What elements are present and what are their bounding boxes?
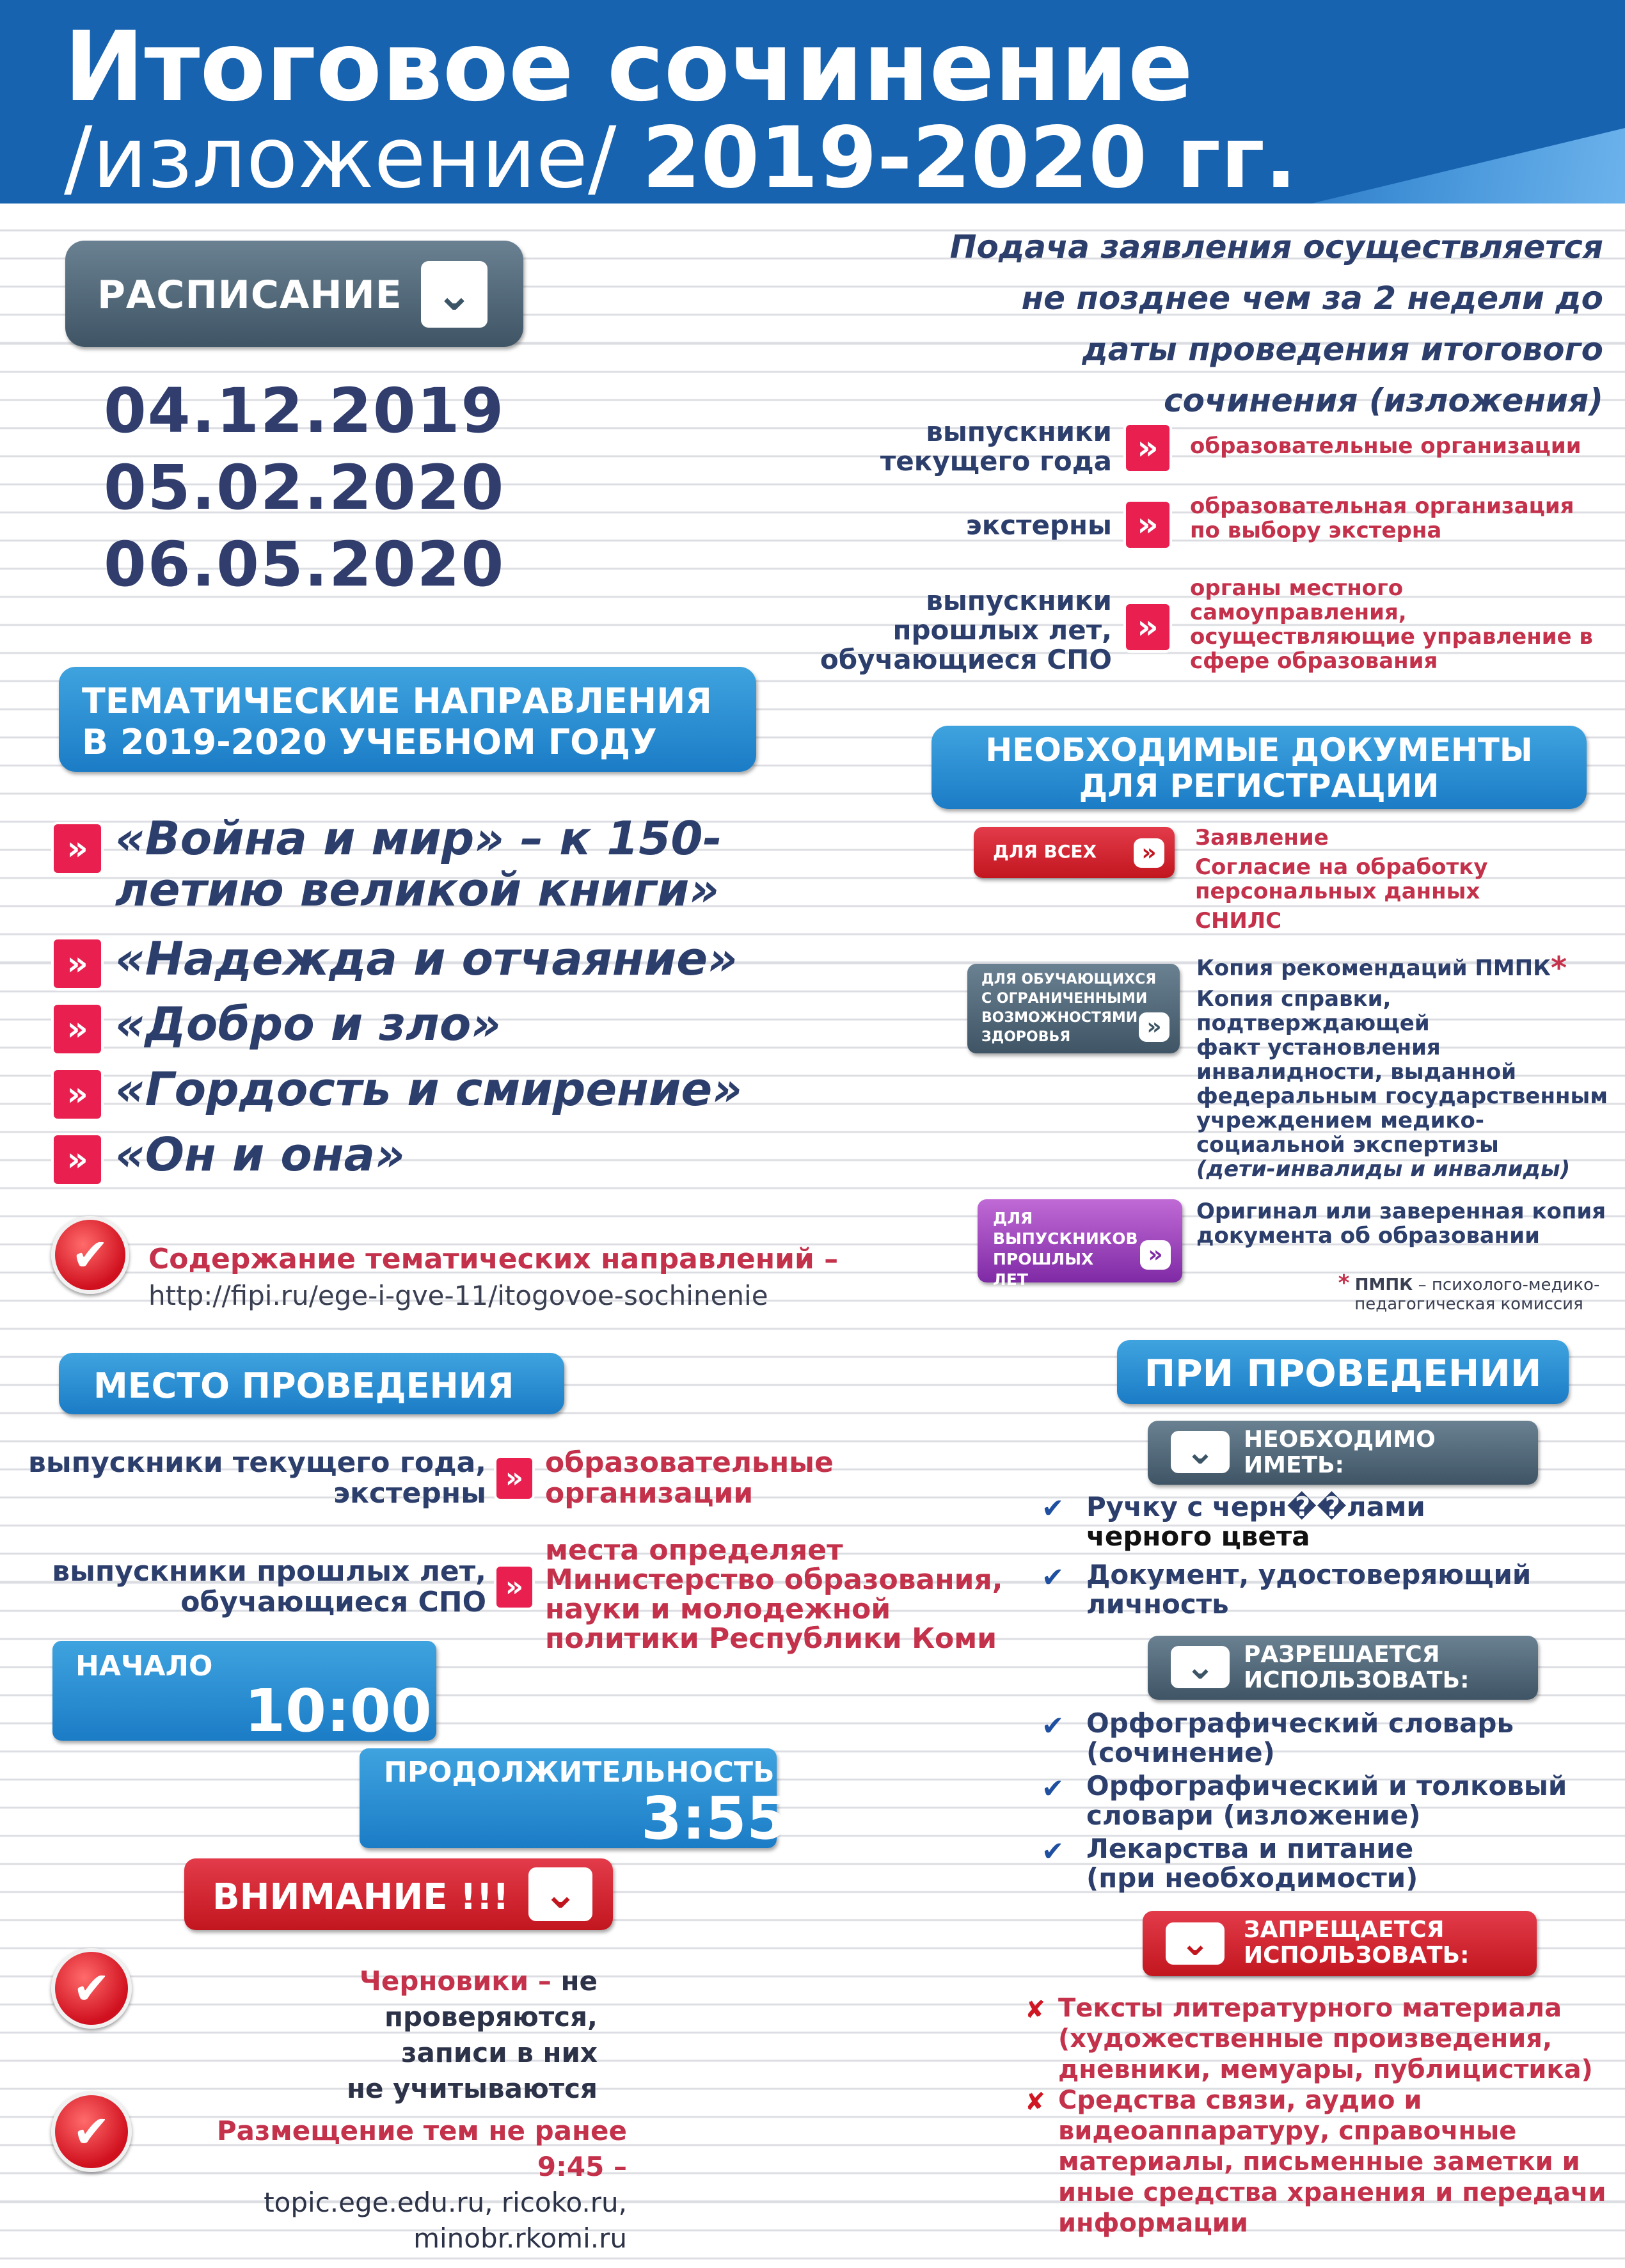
allowed-item-3	[1086, 1834, 1418, 1893]
attention-banner	[184, 1858, 613, 1930]
forbidden-item-1	[1058, 1993, 1593, 2085]
place-where-2	[545, 1536, 1003, 1654]
subtitle-years: 2019-2020 гг.	[642, 109, 1297, 204]
chevron-right-icon: »	[51, 1067, 104, 1121]
application-notice	[832, 221, 1603, 426]
chevron-right-icon: »	[1123, 422, 1172, 474]
notice-line: сочинения (изложения)	[1163, 382, 1603, 419]
banner-line: ИМЕТЬ:	[1244, 1452, 1344, 1478]
doc-line: учреждением медико-	[1196, 1108, 1484, 1133]
themes-content-label: Содержание тематических направлений –	[148, 1243, 839, 1275]
where-line: по выбору экстерна	[1190, 518, 1442, 543]
where-line: образовательная организация	[1190, 493, 1574, 519]
checkmark-icon: ✔	[51, 1948, 132, 2029]
doc-line: инвалидности, выданной	[1196, 1059, 1517, 1085]
themes-content-link[interactable]: http://fipi.ru/ege-i-gve-11/itogovoe-sochinenie	[148, 1280, 768, 1311]
check-small-icon: ✔	[1042, 1492, 1065, 1524]
footnote-line	[1335, 1270, 1603, 1296]
item-line: иные средства хранения и передачи	[1058, 2178, 1606, 2207]
where-line: Министерство образования,	[545, 1563, 1003, 1596]
who-line: прошлых лет,	[892, 614, 1112, 646]
badge-line: ЛЕТ	[993, 1270, 1028, 1289]
where-line: самоуправления,	[1190, 600, 1407, 625]
who-line: текущего года	[880, 445, 1112, 477]
need-item-1	[1086, 1492, 1425, 1551]
item-line-black: черного цвета	[1086, 1521, 1310, 1552]
chevron-right-icon: »	[1134, 838, 1164, 868]
note-line: minobr.rkomi.ru	[413, 2223, 627, 2254]
chevron-right-icon: »	[1139, 1012, 1169, 1042]
item-line: дневники, мемуары, публицистика)	[1058, 2055, 1593, 2084]
check-small-icon: ✔	[1042, 1561, 1065, 1593]
doc-line: Оригинал или заверенная копия	[1196, 1199, 1606, 1224]
checkmark-icon: ✔	[51, 1216, 129, 1294]
need-item-2	[1086, 1560, 1531, 1619]
themes-header-line: В 2019-2020 УЧЕБНОМ ГОДУ	[82, 722, 657, 762]
schedule-label: РАСПИСАНИЕ	[97, 273, 402, 317]
theme-item-2: «Надежда и отчаяние»	[115, 932, 738, 986]
banner-line: НЕОБХОДИМО	[1244, 1426, 1436, 1453]
docs-badge-disabled	[967, 964, 1180, 1053]
header-banner	[0, 0, 1625, 204]
themes-header-line: ТЕМАТИЧЕСКИЕ НАПРАВЛЕНИЯ	[82, 681, 712, 721]
notice-line: Подача заявления осуществляется	[949, 228, 1603, 266]
banner-line: ИСПОЛЬЗОВАТЬ:	[1244, 1667, 1470, 1693]
who-line: выпускники	[926, 416, 1112, 447]
docs-badge-past	[978, 1199, 1182, 1289]
forbidden-banner	[1143, 1911, 1537, 1976]
check-small-icon: ✔	[1042, 1773, 1065, 1804]
schedule-date-3: 06.05.2020	[104, 529, 505, 600]
item-line: Тексты литературного материала	[1058, 1993, 1562, 2023]
doc-line-italic: (дети-инвалиды и инвалиды)	[1196, 1156, 1571, 1182]
note-line: записи в них	[401, 2037, 598, 2068]
where-line: политики Республики Коми	[545, 1622, 997, 1655]
theme-item-3: «Добро и зло»	[115, 997, 502, 1051]
doc-text: Копия рекомендаций ПМПК	[1196, 955, 1551, 981]
chevron-right-icon: »	[51, 822, 104, 875]
conduct-header	[1117, 1340, 1569, 1404]
chevron-right-icon: »	[494, 1564, 535, 1610]
where-line: образовательные организации	[1190, 433, 1581, 459]
start-value: 10:00	[244, 1677, 432, 1745]
doc-line: Копия справки,	[1196, 986, 1391, 1012]
item-line: (сочинение)	[1086, 1737, 1275, 1768]
documents-footnote	[1335, 1270, 1603, 1314]
chevron-down-icon: ⌄	[528, 1867, 592, 1921]
doc-line: Согласие на обработку	[1195, 854, 1488, 880]
item-line: личность	[1086, 1588, 1229, 1620]
start-time-box	[52, 1641, 436, 1745]
chevron-right-icon: »	[51, 1133, 104, 1186]
note-text: не проверяются,	[384, 1965, 598, 2032]
note-line	[156, 1963, 598, 2035]
place-where-1	[545, 1448, 834, 1509]
where-line: места определяет	[545, 1534, 843, 1567]
where-line: сфере образования	[1190, 648, 1438, 674]
duration-value: 3:55	[641, 1784, 788, 1853]
need-label	[1244, 1427, 1436, 1478]
chevron-right-icon: »	[1123, 499, 1172, 550]
who-line: обучающиеся СПО	[820, 644, 1112, 675]
asterisk: *	[1338, 1270, 1350, 1296]
banner-line: РАЗРЕШАЕТСЯ	[1244, 1641, 1440, 1668]
place-header	[59, 1353, 564, 1414]
footnote-line: педагогическая комиссия	[1354, 1295, 1583, 1314]
item-line: (при необходимости)	[1086, 1862, 1418, 1894]
item-line: Лекарства и питание	[1086, 1833, 1414, 1864]
item-line: видеоаппаратуру, справочные	[1058, 2116, 1517, 2146]
themes-header	[59, 667, 756, 772]
item-line: материалы, письменные заметки и	[1058, 2147, 1580, 2176]
chevron-down-icon: ⌄	[421, 261, 488, 328]
badge-line: ДЛЯ ВЫПУСКНИКОВ	[993, 1209, 1138, 1248]
notice-line: даты проведения итогового	[1082, 331, 1603, 368]
theme-item-5: «Он и она»	[115, 1128, 405, 1181]
page-subtitle	[64, 109, 1297, 204]
docs-disabled-list	[1196, 950, 1612, 1182]
duration-label: ПРОДОЛЖИТЕЛЬНОСТЬ	[384, 1756, 775, 1789]
asterisk: *	[1550, 950, 1567, 986]
where-line: науки и молодежной	[545, 1593, 891, 1625]
theme-item-4: «Гордость и смирение»	[115, 1062, 742, 1116]
allowed-item-2	[1086, 1771, 1567, 1830]
badge-line: ЗДОРОВЬЯ	[981, 1029, 1071, 1045]
notice-line: не позднее чем за 2 недели до	[1021, 280, 1603, 317]
where-line: органы местного	[1190, 575, 1404, 601]
doc-line	[1196, 950, 1612, 986]
checkmark-icon: ✔	[51, 2091, 132, 2172]
badge-line: ПРОШЛЫХ	[993, 1250, 1094, 1268]
chevron-down-icon: ⌄	[1171, 1646, 1230, 1688]
application-where-1	[1190, 434, 1612, 458]
badge-line: ДЛЯ ОБУЧАЮЩИХСЯ	[981, 971, 1157, 987]
who-line: выпускники	[926, 585, 1112, 616]
check-small-icon: ✔	[1042, 1835, 1065, 1867]
docs-badge-disabled-label	[981, 970, 1156, 1047]
banner-line: ИСПОЛЬЗОВАТЬ:	[1244, 1942, 1470, 1969]
item-line: Орфографический словарь	[1086, 1707, 1514, 1739]
item-line: Средства связи, аудио и	[1058, 2086, 1422, 2115]
doc-line: федеральным государственным	[1196, 1083, 1608, 1109]
doc-line: Заявление	[1195, 825, 1329, 850]
who-line: выпускники текущего года,	[28, 1446, 486, 1479]
where-line: осуществляющие управление в	[1190, 624, 1593, 650]
badge-line: ВОЗМОЖНОСТЯМИ	[981, 1010, 1138, 1026]
chevron-right-icon: »	[51, 937, 104, 991]
footnote-abbr: ПМПК	[1354, 1275, 1413, 1295]
chevron-right-icon: »	[1140, 1240, 1171, 1270]
doc-line: подтверждающей	[1196, 1010, 1430, 1036]
item-line: словари (изложение)	[1086, 1800, 1421, 1831]
forbidden-item-2	[1058, 2085, 1606, 2239]
doc-line: документа об образовании	[1196, 1223, 1540, 1249]
application-who-2	[768, 511, 1112, 540]
who-line: обучающиеся СПО	[180, 1586, 486, 1618]
application-where-2	[1190, 494, 1612, 543]
who-line: экстерны	[333, 1477, 486, 1510]
documents-header-line: НЕОБХОДИМЫЕ ДОКУМЕНТЫ	[985, 731, 1533, 769]
check-small-icon: ✔	[1042, 1710, 1065, 1741]
item-line: Орфографический и толковый	[1086, 1770, 1567, 1801]
who-line: экстерны	[965, 509, 1112, 541]
docs-badge-all	[974, 827, 1175, 878]
attention-note-drafts	[156, 1963, 598, 2107]
chevron-down-icon: ⌄	[1171, 1431, 1230, 1473]
doc-line: СНИЛС	[1195, 908, 1282, 934]
documents-header-line: ДЛЯ РЕГИСТРАЦИИ	[1079, 767, 1439, 804]
allowed-banner	[1148, 1636, 1538, 1700]
note-line: Размещение тем не ранее 9:45 –	[216, 2115, 627, 2182]
page-title: Итоговое сочинение	[64, 12, 1193, 123]
start-label: НАЧАЛО	[75, 1650, 213, 1682]
docs-past-list	[1196, 1199, 1612, 1248]
docs-all-list	[1195, 826, 1605, 933]
forbidden-label	[1244, 1917, 1470, 1969]
chevron-right-icon: »	[494, 1455, 535, 1501]
theme-line: «Война и мир» – к 150-	[115, 811, 722, 865]
application-who-1	[768, 417, 1112, 476]
schedule-date-1: 04.12.2019	[104, 375, 505, 447]
note-highlight: Черновики –	[359, 1965, 551, 1997]
who-line: выпускники прошлых лет,	[52, 1555, 486, 1588]
theme-item-1	[115, 813, 722, 915]
item-line: Ручку с черн��лами	[1086, 1491, 1425, 1522]
schedule-date-2: 05.02.2020	[104, 452, 505, 523]
documents-header-text	[931, 732, 1587, 804]
schedule-button[interactable]	[65, 241, 523, 347]
application-where-3	[1190, 576, 1612, 673]
place-header-text: МЕСТО ПРОВЕДЕНИЯ	[93, 1366, 514, 1406]
doc-line: персональных данных	[1195, 879, 1480, 904]
doc-line: социальной экспертизы	[1196, 1132, 1499, 1158]
subtitle-text: /изложение/	[64, 109, 617, 204]
application-who-3	[768, 586, 1112, 675]
theme-line: летию великой книги»	[115, 863, 720, 916]
chevron-down-icon: ⌄	[1166, 1922, 1225, 1965]
duration-box	[360, 1748, 788, 1853]
chevron-right-icon: »	[1123, 602, 1172, 653]
place-who-1	[13, 1448, 486, 1509]
item-line: Документ, удостоверяющий	[1086, 1559, 1532, 1590]
attention-note-topics	[147, 2113, 627, 2256]
documents-header	[931, 726, 1587, 809]
themes-header-text	[82, 681, 712, 763]
note-line: не учитываются	[346, 2073, 598, 2104]
need-banner	[1148, 1421, 1538, 1485]
where-line: образовательные	[545, 1446, 834, 1479]
doc-line: факт установления	[1196, 1035, 1441, 1060]
cross-icon: ✘	[1025, 2088, 1045, 2116]
docs-badge-all-label: ДЛЯ ВСЕХ	[993, 841, 1097, 862]
footnote-text: – психолого-медико-	[1413, 1275, 1600, 1295]
cross-icon: ✘	[1025, 1995, 1045, 2024]
badge-line: С ОГРАНИЧЕННЫМИ	[981, 991, 1148, 1007]
chevron-right-icon: »	[51, 1002, 104, 1056]
banner-line: ЗАПРЕЩАЕТСЯ	[1244, 1917, 1445, 1943]
place-who-2	[13, 1556, 486, 1618]
attention-label: ВНИМАНИЕ !!!	[212, 1876, 509, 1918]
allowed-item-1	[1086, 1709, 1514, 1768]
note-line: topic.ege.edu.ru, ricoko.ru,	[264, 2187, 627, 2218]
item-line: (художественные произведения,	[1058, 2024, 1553, 2054]
allowed-label	[1244, 1642, 1470, 1693]
conduct-header-text: ПРИ ПРОВЕДЕНИИ	[1144, 1352, 1542, 1395]
where-line: организации	[545, 1477, 754, 1510]
item-line: информации	[1058, 2208, 1248, 2238]
